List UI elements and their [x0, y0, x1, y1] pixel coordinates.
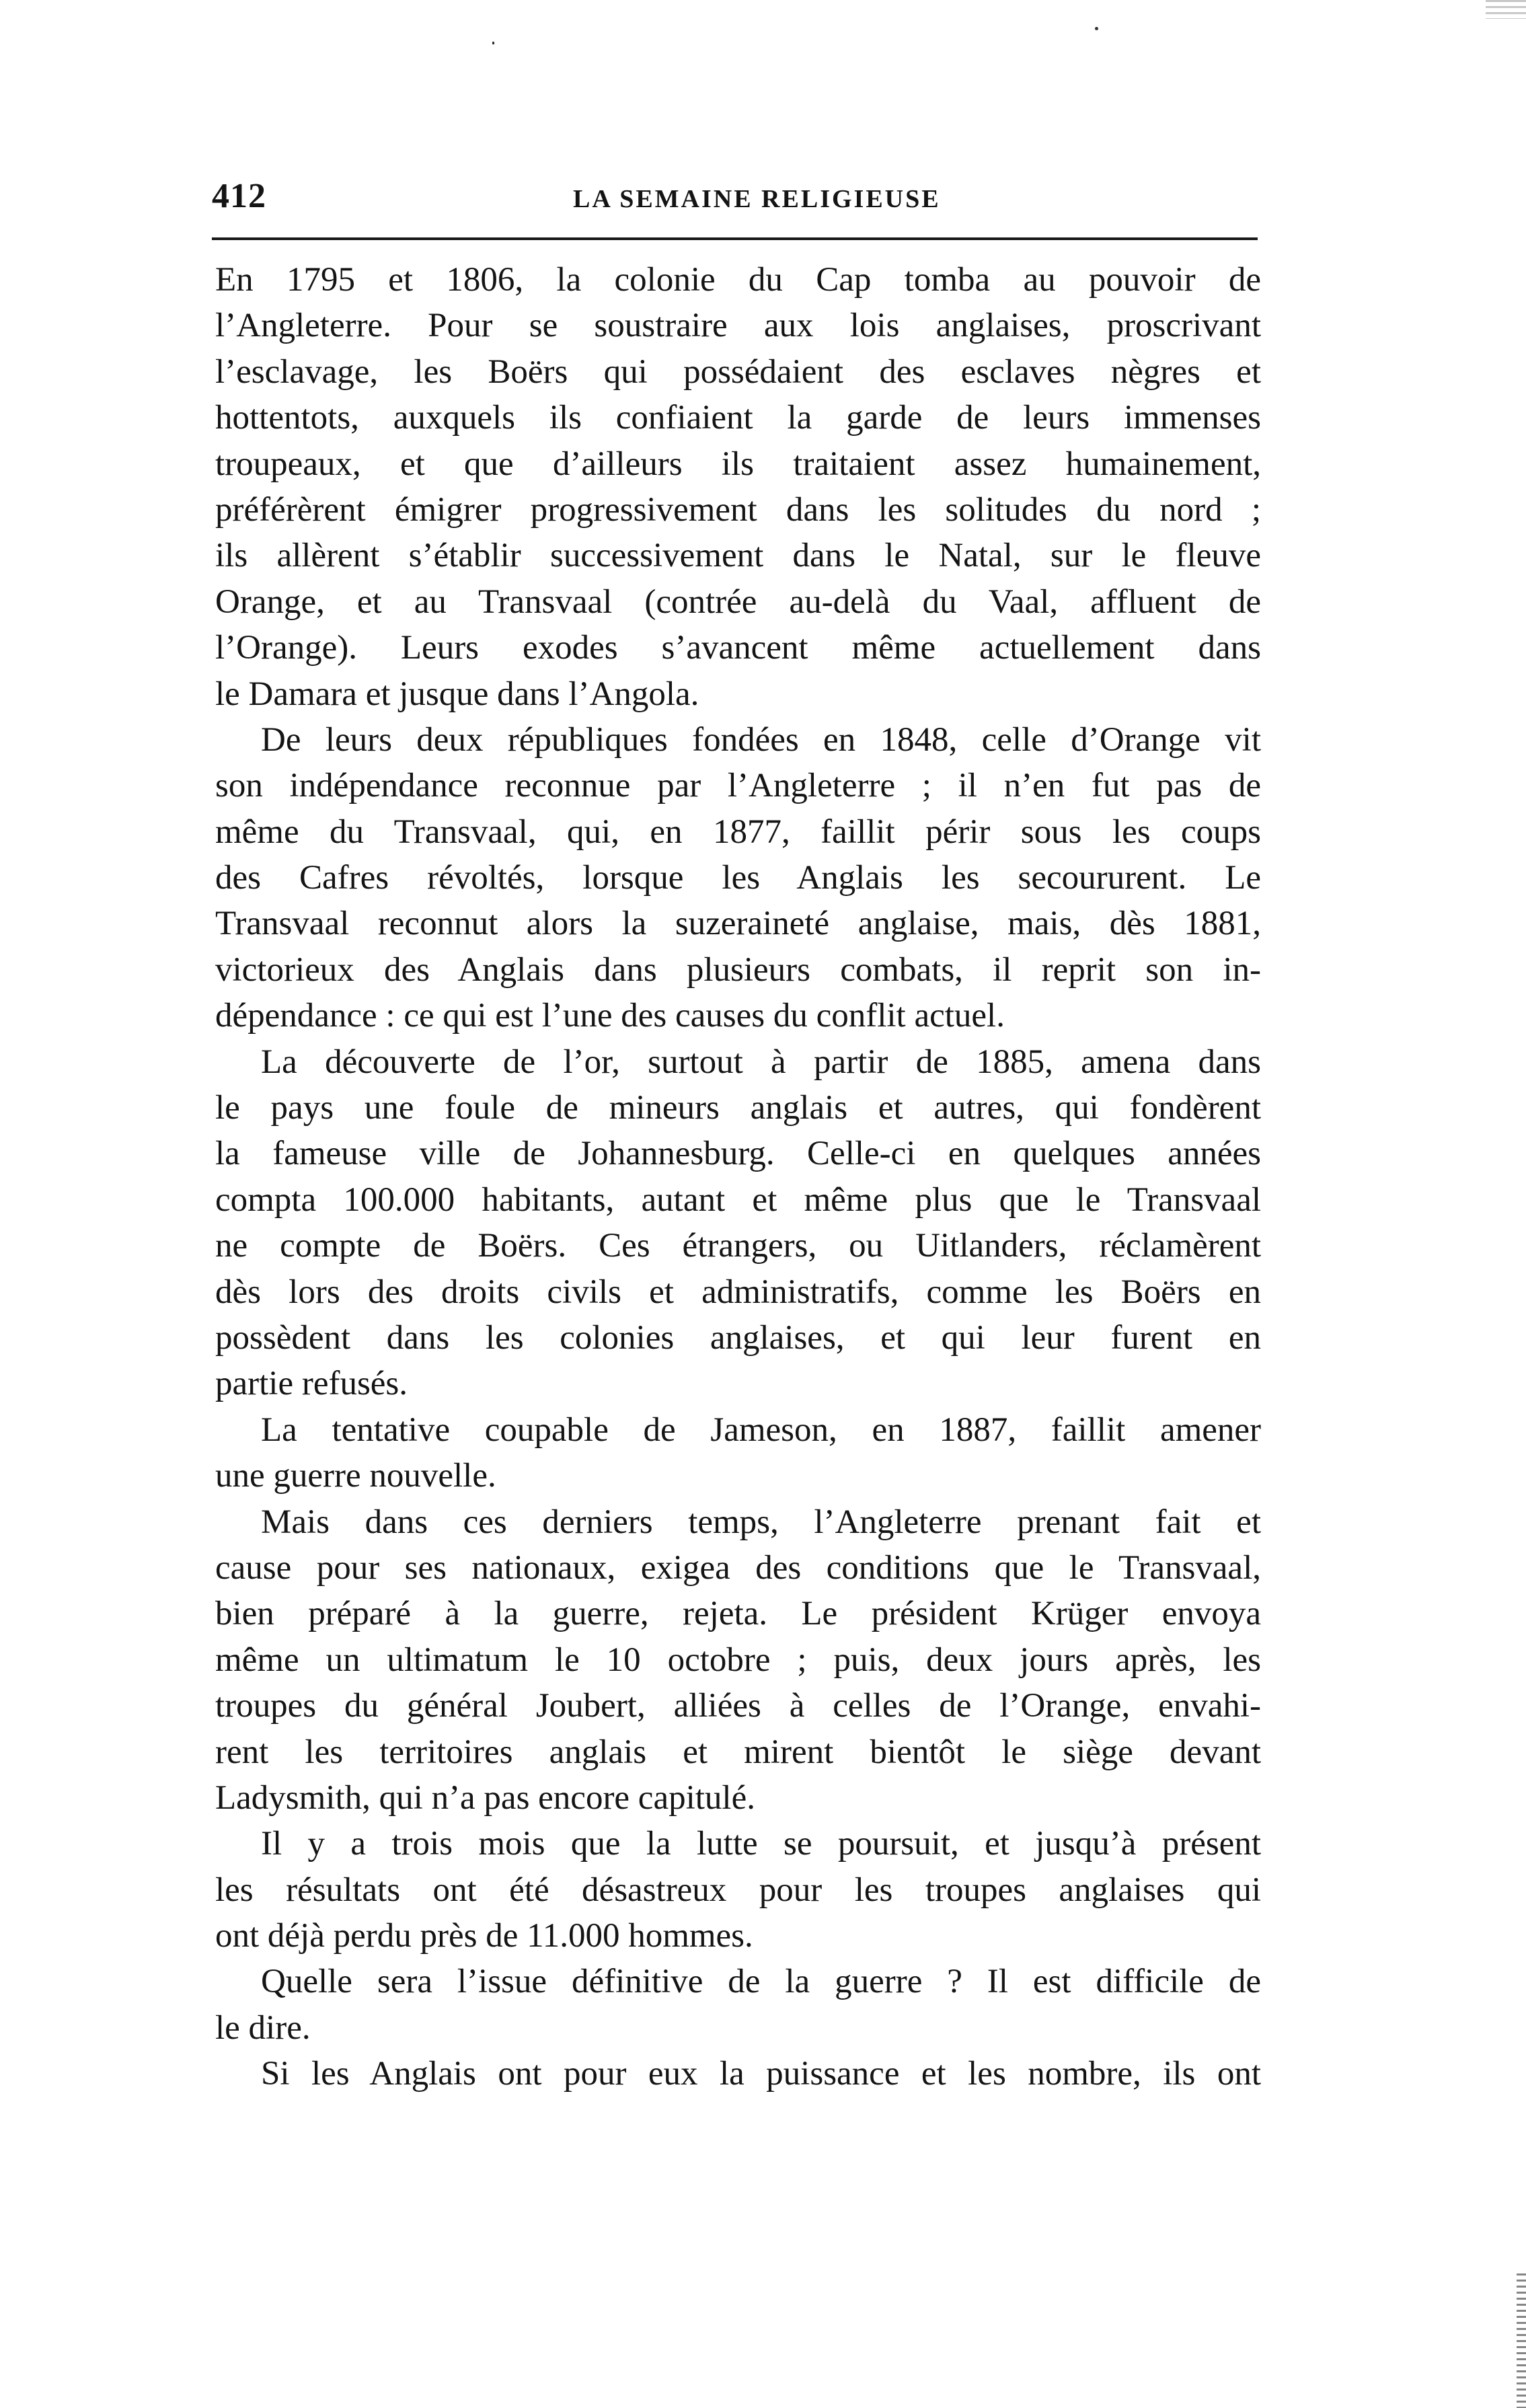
- text-line: des Cafres révoltés, lorsque les Anglais les secoururent. Le: [215, 859, 1261, 897]
- text-line: troupes du général Joubert, alliées à celles de l’Orange, envahi-: [215, 1687, 1261, 1725]
- text-line: l’esclavage, les Boërs qui possédaient des esclaves nègres et: [215, 352, 1261, 391]
- header-rule: [212, 237, 1258, 240]
- running-title: LA SEMAINE RELIGIEUSE: [573, 185, 941, 213]
- text-line: Transvaal reconnut alors la suzeraineté anglaise, mais, dès 1881,: [215, 905, 1261, 943]
- text-line: En 1795 et 1806, la colonie du Cap tomba au pouvoir de: [215, 261, 1261, 299]
- text-line: dès lors des droits civils et administratifs, comme les Boërs en: [215, 1273, 1261, 1311]
- page-number: 412: [212, 177, 266, 215]
- text-line: Ladysmith, qui n’a pas encore capitulé.: [215, 1778, 755, 1817]
- text-line: préférèrent émigrer progressivement dans les solitudes du nord ;: [215, 490, 1261, 529]
- text-line: la fameuse ville de Johannesburg. Celle-ci en quelques années: [215, 1135, 1261, 1173]
- text-line: cause pour ses nationaux, exigea des conditions que le Transvaal,: [215, 1548, 1261, 1587]
- text-line: ils allèrent s’établir successivement dans le Natal, sur le fleuve: [215, 537, 1261, 575]
- text-line: Mais dans ces derniers temps, l’Angleterre prenant fait et: [261, 1503, 1261, 1541]
- text-line: troupeaux, et que d’ailleurs ils traitaient assez humainement,: [215, 445, 1261, 483]
- text-line: Orange, et au Transvaal (contrée au-delà du Vaal, affluent de: [215, 582, 1261, 621]
- text-line: Si les Anglais ont pour eux la puissance et les nombre, ils ont: [261, 2055, 1261, 2093]
- scan-edge-noise: [1486, 0, 1526, 19]
- text-line: le pays une foule de mineurs anglais et autres, qui fondèrent: [215, 1089, 1261, 1127]
- text-line: De leurs deux républiques fondées en 1848, celle d’Orange vit: [261, 720, 1261, 759]
- text-line: le Damara et jusque dans l’Angola.: [215, 675, 699, 713]
- text-line: Quelle sera l’issue définitive de la guerre ? Il est difficile de: [261, 1963, 1261, 2001]
- text-line: La découverte de l’or, surtout à partir de 1885, amena dans: [261, 1043, 1261, 1081]
- text-line: même un ultimatum le 10 octobre ; puis, deux jours après, les: [215, 1641, 1261, 1679]
- scan-edge-noise: [1517, 2273, 1526, 2408]
- body-text: [215, 257, 1261, 2097]
- text-line: l’Orange). Leurs exodes s’avancent même actuellement dans: [215, 629, 1261, 667]
- text-line: partie refusés.: [215, 1365, 408, 1403]
- text-line: compta 100.000 habitants, autant et même plus que le Transvaal: [215, 1180, 1261, 1219]
- text-line: les résultats ont été désastreux pour les troupes anglaises qui: [215, 1871, 1261, 1909]
- text-line: dépendance : ce qui est l’une des causes du conflit actuel.: [215, 997, 1005, 1035]
- running-head: [212, 176, 1258, 223]
- text-line: même du Transvaal, qui, en 1877, faillit périr sous les coups: [215, 813, 1261, 851]
- text-line: l’Angleterre. Pour se soustraire aux lois anglaises, proscrivant: [215, 307, 1261, 345]
- text-line: victorieux des Anglais dans plusieurs combats, il reprit son in-: [215, 950, 1261, 989]
- text-line: La tentative coupable de Jameson, en 1887, faillit amener: [261, 1410, 1261, 1449]
- scan-speck: [492, 42, 494, 44]
- text-line: ont déjà perdu près de 11.000 hommes.: [215, 1917, 753, 1955]
- scan-speck: [1095, 27, 1098, 30]
- text-line: ne compte de Boërs. Ces étrangers, ou Uitlanders, réclamèrent: [215, 1227, 1261, 1265]
- text-line: Il y a trois mois que la lutte se poursuit, et jusqu’à présent: [261, 1825, 1261, 1863]
- text-line: rent les territoires anglais et mirent bientôt le siège devant: [215, 1733, 1261, 1771]
- text-line: bien préparé à la guerre, rejeta. Le président Krüger envoya: [215, 1595, 1261, 1633]
- text-line: une guerre nouvelle.: [215, 1457, 496, 1495]
- text-line: possèdent dans les colonies anglaises, et qui leur furent en: [215, 1318, 1261, 1357]
- text-line: le dire.: [215, 2008, 311, 2047]
- text-line: hottentots, auxquels ils confiaient la garde de leurs immenses: [215, 399, 1261, 437]
- text-line: son indépendance reconnue par l’Angleterre ; il n’en fut pas de: [215, 767, 1261, 805]
